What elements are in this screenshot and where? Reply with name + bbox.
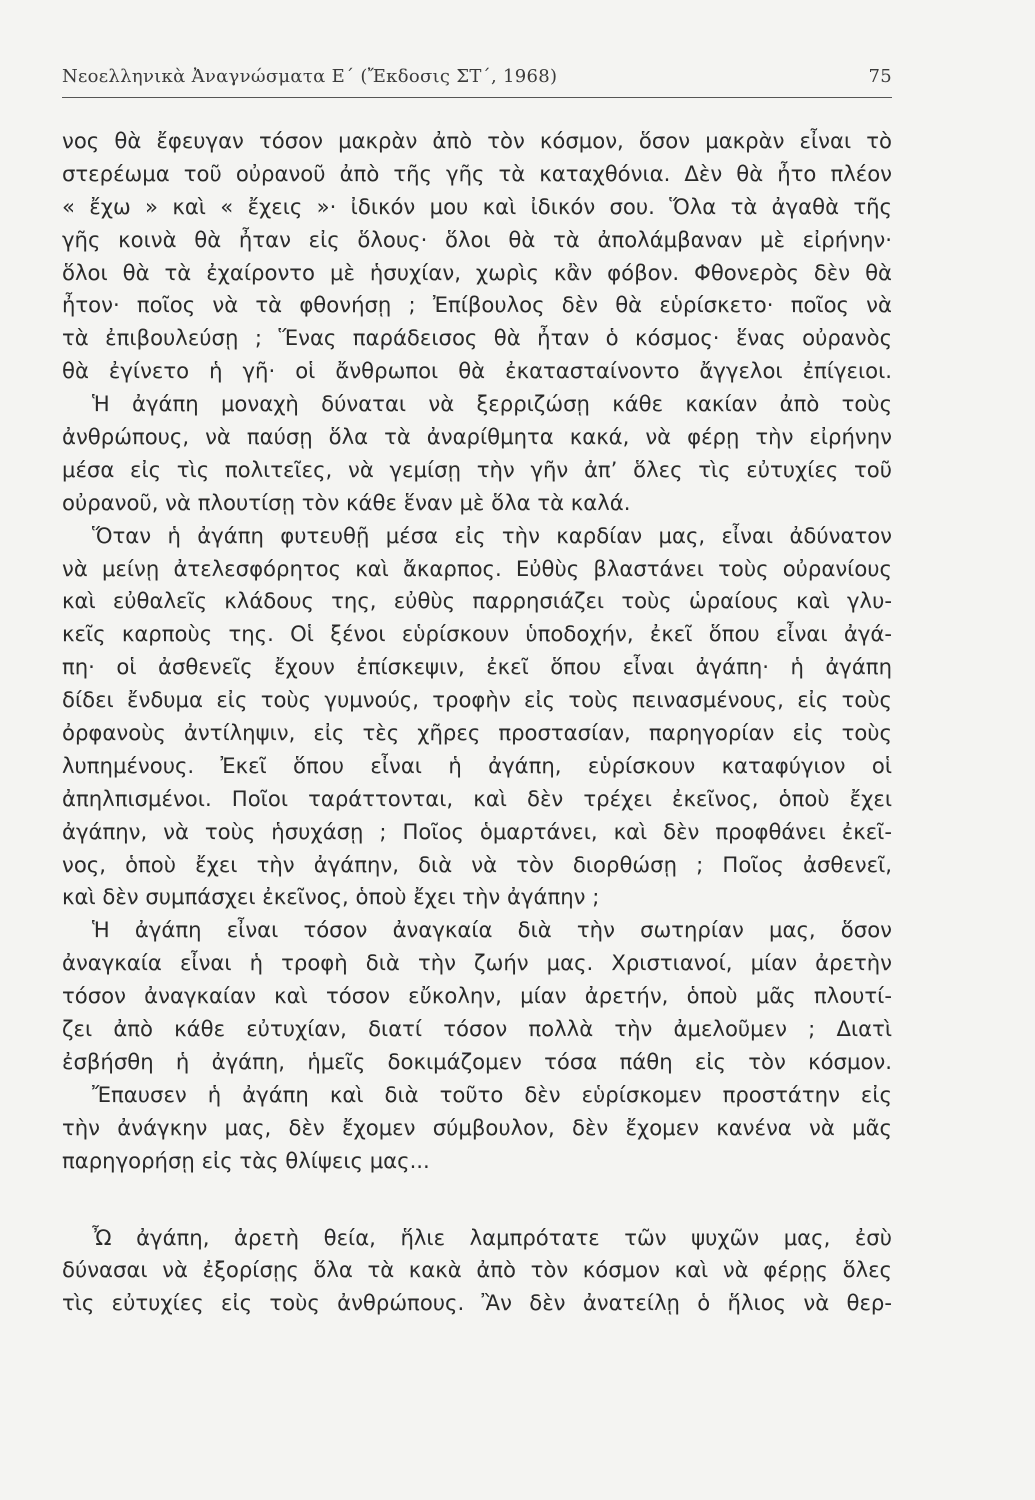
text-line: λυπημένους. Ἐκεῖ ὅπου εἶναι ἡ ἀγάπη, εὑρίσκουν καταφύγιον οἱ <box>62 752 892 778</box>
text-line: πη· οἱ ἀσθενεῖς ἔχουν ἐπίσκεψιν, ἐκεῖ ὅπου εἶναι ἀγάπη· ἡ ἀγάπη <box>62 654 892 680</box>
paragraph <box>62 1079 892 1178</box>
text-line: μέσα εἰς τὶς πολιτεῖες, νὰ γεμίσῃ τὴν γῆν ἀπ’ ὅλες τὶς εὐτυχίες τοῦ <box>62 456 892 482</box>
text-line: Ἡ ἀγάπη εἶναι τόσον ἀναγκαία διὰ τὴν σωτηρίαν μας, ὅσον <box>92 917 892 943</box>
text-line: ἀνθρώπους, νὰ παύσῃ ὅλα τὰ ἀναρίθμητα κακά, νὰ φέρῃ τὴν εἰρήνην <box>62 424 892 450</box>
text-line: κεῖς καρποὺς της. Οἱ ξένοι εὑρίσκουν ὑποδοχήν, ἐκεῖ ὅπου εἶναι ἀγά- <box>62 621 892 647</box>
text-line: Ἔπαυσεν ἡ ἀγάπη καὶ διὰ τοῦτο δὲν εὑρίσκομεν προστάτην εἰς <box>92 1081 892 1107</box>
text-line: Ἡ ἀγάπη μοναχὴ δύναται νὰ ξερριζώσῃ κάθε κακίαν ἀπὸ τοὺς <box>92 391 892 417</box>
text-line: Ὦ ἀγάπη, ἀρετὴ θεία, ἥλιε λαμπρότατε τῶν ψυχῶν μας, ἐσὺ <box>92 1224 892 1250</box>
text-line: ἀγάπην, νὰ τοὺς ἡσυχάσῃ ; Ποῖος ὁμαρτάνει, καὶ δὲν προφθάνει ἐκεῖ- <box>62 818 892 844</box>
text-line: νος θὰ ἔφευγαν τόσον μακρὰν ἀπὸ τὸν κόσμον, ὅσον μακρὰν εἶναι τὸ <box>62 128 892 153</box>
text-line: ἦτον· ποῖος νὰ τὰ φθονήσῃ ; Ἐπίβουλος δὲν θὰ εὑρίσκετο· ποῖος νὰ <box>62 292 892 318</box>
running-header-title: Νεοελληνικὰ Ἀναγνώσματα Ε΄ (Ἔκδοσις ΣΤ΄, 1968) <box>62 66 558 87</box>
page-number: 75 <box>868 66 892 87</box>
text-line: ὀρφανοὺς ἀντίληψιν, εἰς τὲς χῆρες προστασίαν, παρηγορίαν εἰς τοὺς <box>62 720 892 746</box>
body-text <box>62 125 892 1320</box>
paragraph <box>62 125 892 388</box>
header-rule <box>62 97 892 98</box>
text-line: δύνασαι νὰ ἐξορίσῃς ὅλα τὰ κακὰ ἀπὸ τὸν κόσμον καὶ νὰ φέρῃς ὅλες <box>62 1257 892 1283</box>
text-line: θὰ ἐγίνετο ἡ γῆ· οἱ ἄνθρωποι θὰ ἐκατασταίνοντο ἄγγελοι ἐπίγειοι. <box>62 358 892 384</box>
text-line: νος, ὁποὺ ἔχει τὴν ἀγάπην, διὰ νὰ τὸν διορθώσῃ ; Ποῖος ἀσθενεῖ, <box>62 851 892 877</box>
text-line: ἀπηλπισμένοι. Ποῖοι ταράττονται, καὶ δὲν τρέχει ἐκεῖνος, ὁποὺ ἔχει <box>62 785 892 811</box>
text-line: τὴν ἀνάγκην μας, δὲν ἔχομεν σύμβουλον, δὲν ἔχομεν κανένα νὰ μᾶς <box>62 1114 892 1140</box>
text-line: καὶ δὲν συμπάσχει ἐκεῖνος, ὁποὺ ἔχει τὴν ἀγάπην ; <box>62 884 600 910</box>
text-line: στερέωμα τοῦ οὐρανοῦ ἀπὸ τῆς γῆς τὰ καταχθόνια. Δὲν θὰ ἦτο πλέον <box>62 160 892 186</box>
text-line: τὰ ἐπιβουλεύσῃ ; Ἕνας παράδεισος θὰ ἦταν ὁ κόσμος· ἕνας οὐρανὸς <box>62 325 892 351</box>
text-line: τόσον ἀναγκαίαν καὶ τόσον εὔκολην, μίαν ἀρετήν, ὁποὺ μᾶς πλουτί- <box>62 983 892 1009</box>
running-header <box>62 66 892 96</box>
paragraph <box>62 520 892 915</box>
text-line: καὶ εὐθαλεῖς κλάδους της, εὐθὺς παρρησιάζει τοὺς ὡραίους καὶ γλυ- <box>62 588 892 614</box>
text-line: « ἔχω » καὶ « ἔχεις »· ἰδικόν μου καὶ ἰδικόν σου. Ὅλα τὰ ἀγαθὰ τῆς <box>62 193 892 219</box>
text-line: ζει ἀπὸ κάθε εὐτυχίαν, διατί τόσον πολλὰ τὴν ἀμελοῦμεν ; Διατὶ <box>62 1016 892 1042</box>
text-line: ἐσβήσθη ἡ ἀγάπη, ἡμεῖς δοκιμάζομεν τόσα πάθη εἰς τὸν κόσμον. <box>62 1048 892 1074</box>
paragraph <box>62 1222 892 1321</box>
section-gap <box>62 1178 892 1222</box>
text-line: δίδει ἔνδυμα εἰς τοὺς γυμνούς, τροφὴν εἰς τοὺς πεινασμένους, εἰς τοὺς <box>62 687 892 713</box>
text-line: Ὅταν ἡ ἀγάπη φυτευθῇ μέσα εἰς τὴν καρδίαν μας, εἶναι ἀδύνατον <box>92 522 892 548</box>
text-line: γῆς κοινὰ θὰ ἦταν εἰς ὅλους· ὅλοι θὰ τὰ ἀπολάμβαναν μὲ εἰρήνην· <box>62 226 892 252</box>
text-line: ἀναγκαία εἶναι ἡ τροφὴ διὰ τὴν ζωήν μας. Χριστιανοί, μίαν ἀρετὴν <box>62 950 892 976</box>
text-line: παρηγορήσῃ εἰς τὰς θλίψεις μας... <box>62 1147 430 1173</box>
paragraph <box>62 388 892 520</box>
paragraph <box>62 914 892 1078</box>
text-line: νὰ μείνῃ ἀτελεσφόρητος καὶ ἄκαρπος. Εὐθὺς βλαστάνει τοὺς οὐρανίους <box>62 555 892 581</box>
text-line: οὐρανοῦ, νὰ πλουτίσῃ τὸν κάθε ἕναν μὲ ὅλα τὰ καλά. <box>62 489 631 515</box>
text-line: ὅλοι θὰ τὰ ἐχαίροντο μὲ ἡσυχίαν, χωρὶς κἂν φόβον. Φθονερὸς δὲν θὰ <box>62 259 892 285</box>
text-line: τὶς εὐτυχίες εἰς τοὺς ἀνθρώπους. Ἂν δὲν ἀνατείλῃ ὁ ἥλιος νὰ θερ- <box>62 1290 892 1316</box>
